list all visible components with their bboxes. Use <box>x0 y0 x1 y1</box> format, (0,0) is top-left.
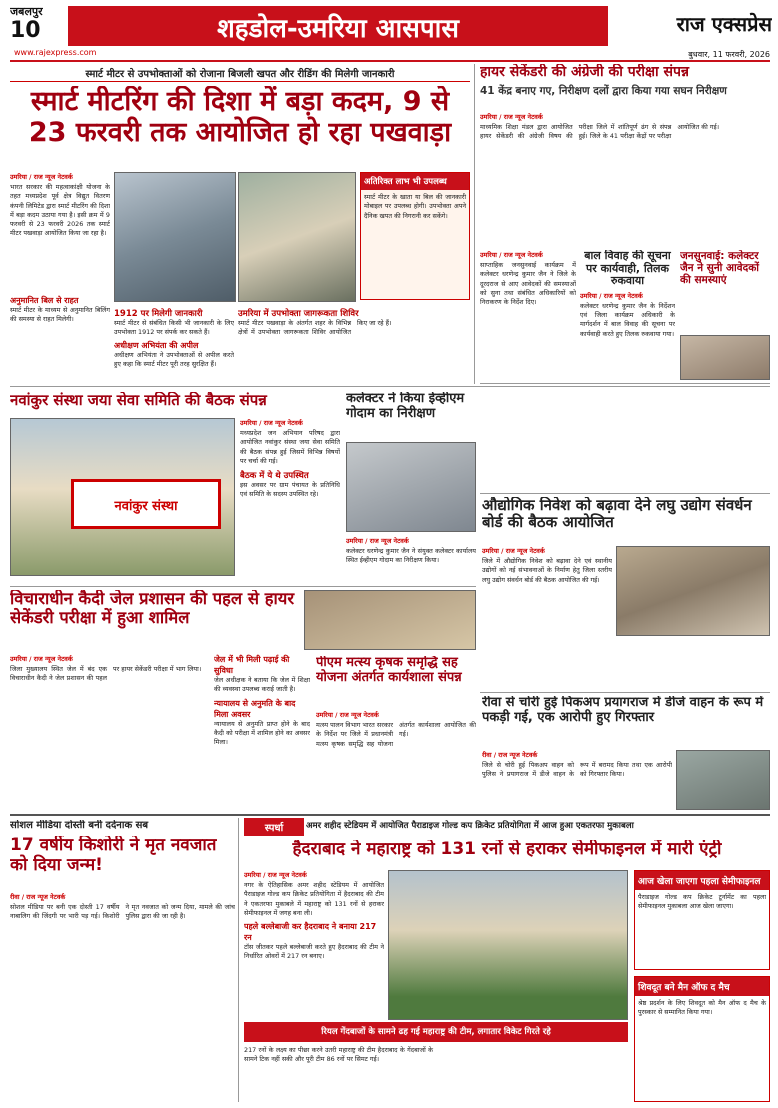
sports-box2-title: शिवदूत बने मैन ऑफ द मैच <box>635 977 769 996</box>
sports-sub-title: पहले बल्लेबाजी कर हैदराबाद ने बनाया 217 रन <box>244 922 377 943</box>
page-number: 10 <box>10 18 41 43</box>
sports-kicker: अमर शहीद स्टेडियम में आयोजित पैराडाइज गोल्ड कप क्रिकेट प्रतियोगिता में आज हुआ एकतरफा मुकाबला <box>306 821 634 831</box>
sports-photo-caption-bar <box>244 1022 628 1042</box>
prisoner-sub <box>214 654 310 804</box>
prisoner-sub1-title: जेल में भी मिली पढ़ाई की सुविधा <box>214 655 290 675</box>
jansunwai-body: साप्ताहिक जनसुनवाई कार्यक्रम में कलेक्टर धरणेन्द्र कुमार जैन ने जिले के दूरदराज से आए आवेदकों की समस्याओं को सुना तथा संबंधित अधिकारियों को निराकरण के निर्देश दिए। <box>480 261 576 307</box>
issue-date: बुधवार, 11 फरवरी, 2026 <box>688 50 770 59</box>
lead-sub3 <box>10 295 110 380</box>
sports-sub-text: टॉस जीतकर पहले बल्लेबाजी करते हुए हैदराबाद की टीम ने निर्धारित ओवरों में 217 रन बनाए। <box>244 943 384 961</box>
marriage-byline: उमरिया / राज न्यूज नेटवर्क <box>580 291 643 300</box>
exam-subhead: 41 केंद्र बनाए गए, निरीक्षण दलों द्वारा किया गया सघन निरीक्षण <box>480 85 727 97</box>
marriage-headline: बाल विवाह की सूचना पर कार्यवाही, तिलक रुकवाया <box>584 250 671 288</box>
sports-box2 <box>634 976 770 1102</box>
marriage-story <box>580 250 675 380</box>
rule-mid1 <box>10 386 770 387</box>
lead-kicker <box>10 64 470 82</box>
lead-box <box>360 172 470 300</box>
industry-byline: उमरिया / राज न्यूज नेटवर्क <box>482 547 545 555</box>
sports-story <box>244 870 384 1020</box>
social-kicker: सोशल मीडिया दोस्ती बनी दर्दनाक सब <box>10 820 149 831</box>
pickup-photo <box>676 750 770 810</box>
prisoner-byline: उमरिया / राज न्यूज नेटवर्क <box>10 655 73 663</box>
pickup-story <box>482 750 672 810</box>
section-title-bar <box>68 6 608 46</box>
sports-box1-text: पैराडाइज गोल्ड कप क्रिकेट टूर्नामेंट का पहला सेमीफाइनल मुकाबला आज खेला जाएगा। <box>638 893 766 911</box>
jansunwai-photo <box>680 335 770 380</box>
lead-box-title: अतिरिक्त लाभ भी उपलब्ध <box>361 173 469 190</box>
prisoner-body: जिला मुख्यालय स्थित जेल में बंद एक विचाराधीन कैदी ने जेल प्रशासन की पहल पर हायर सेकेंडरी परीक्षा में भाग लिया। <box>10 665 202 683</box>
sports-tag <box>244 818 304 836</box>
brand-name: राज एक्सप्रेस <box>676 12 772 36</box>
col-divider-bottom <box>238 818 239 1102</box>
lead-sub3-text: स्मार्ट मीटर के माध्यम से अनुमानित बिलिंग की समस्या से राहत मिलेगी। <box>10 306 110 324</box>
social-byline: रीवा / राज न्यूज नेटवर्क <box>10 893 66 901</box>
lead-box-text: स्मार्ट मीटर के खाता या बिल की जानकारी मोबाइल पर उपलब्ध होगी। उपभोक्ता अपने दैनिक खपत की निगरानी कर सकेंगे। <box>364 193 466 220</box>
lead-sub4 <box>238 308 470 380</box>
lead-photo-1 <box>114 172 236 302</box>
city-label: जबलपुर <box>10 5 43 18</box>
navankur-body: मध्यप्रदेश जन अभियान परिषद द्वारा आयोजित नवांकुर संस्था जया सेवा समिति की बैठक संपन्न हुई जिसमें विभिन्न विषयों पर चर्चा की गई। <box>240 429 340 465</box>
social-headline: 17 वर्षीय किशोरी ने मृत नवजात को दिया जन्म! <box>10 836 217 875</box>
evm-photo <box>346 442 476 532</box>
exam-body: माध्यमिक शिक्षा मंडल द्वारा आयोजित हायर सेकेंडरी की अंग्रेजी विषय की परीक्षा जिले में शांतिपूर्ण ढंग से संपन्न हुई। जिले के 41 परीक्षा केंद्रों पर परीक्षा आयोजित की गई। <box>480 123 720 141</box>
lead-kicker-text: स्मार्ट मीटर से उपभोक्ताओं को रोजाना बिजली खपत और रीडिंग की मिलेगी जानकारी <box>85 69 395 80</box>
lead-text-col <box>10 172 110 292</box>
navankur-headline: नवांकुर संस्था जया सेवा समिति की बैठक संपन्न <box>10 392 267 409</box>
matsya-headline: पीएम मत्स्य कृषक समृद्धि सह योजना अंतर्गत कार्यशाला संपन्न <box>316 656 462 685</box>
sports-photo-text-wrap <box>244 1046 628 1102</box>
lead-sub1-title: 1912 पर मिलेगी जानकारी <box>114 309 203 319</box>
prisoner-headline: विचाराधीन कैदी जेल प्रशासन की पहल से हायर सेकेंडरी परीक्षा में हुआ शामिल <box>10 590 295 627</box>
lead-sub1-text: स्मार्ट मीटर से संबंधित किसी भी जानकारी के लिए उपभोक्ता 1912 पर संपर्क कर सकते हैं। <box>114 319 234 337</box>
section-title: शहडोल-उमरिया आसपास <box>217 14 459 44</box>
sports-box1 <box>634 870 770 970</box>
marriage-body: कलेक्टर धरणेन्द्र कुमार जैन के निर्देशन एवं जिला कार्यक्रम अधिकारी के मार्गदर्शन में बाल विवाह की सूचना पर कार्यवाही करते हुए तिलक रुकवाया गया। <box>580 301 675 338</box>
prisoner-photo <box>304 590 476 650</box>
evm-story <box>346 536 476 581</box>
navankur-sub-title: बैठक में ये थे उपस्थित <box>240 471 309 482</box>
lead-sub2-text: अधीक्षण अभियंता ने उपभोक्ताओं से अपील करते हुए कहा कि स्मार्ट मीटर पूरी तरह सुरक्षित हैं। <box>114 350 234 368</box>
rule-jansunwai <box>480 383 770 384</box>
pickup-headline: रीवा से चोरी हुई पिकअप प्रयागराज में डीजे वाहन के रूप में पकड़ी गई, एक आरोपी हुए गिरफ्तार <box>482 696 764 725</box>
navankur-photo <box>10 418 235 576</box>
evm-headline: कलेक्टर ने किया ईव्हीएम गोदाम का निरीक्षण <box>346 392 465 421</box>
exam-byline: उमरिया / राज न्यूज नेटवर्क <box>480 113 543 121</box>
navankur-banner-text: नवांकुर संस्था <box>114 499 178 514</box>
sports-box2-text: श्रेष्ठ प्रदर्शन के लिए शिवदूत को मैन ऑफ द मैच के पुरस्कार से सम्मानित किया गया। <box>638 999 766 1017</box>
matsya-byline: उमरिया / राज न्यूज नेटवर्क <box>316 711 379 719</box>
lead-sub4-text: स्मार्ट मीटर पखवाड़ा के अंतर्गत शहर के विभिन्न क्षेत्रों में उपभोक्ता जागरूकता शिविर आयोजित किए जा रहे हैं। <box>238 319 392 337</box>
masthead <box>0 0 778 60</box>
exam-kicker: हायर सेकेंडरी की अंग्रेजी की परीक्षा संपन्न <box>480 64 689 80</box>
sports-photo <box>388 870 628 1020</box>
industry-headline: औद्योगिक निवेश को बढ़ावा देने लघु उद्योग संवर्धन बोर्ड की बैठक आयोजित <box>482 497 752 532</box>
pickup-body: जिले से चोरी हुई पिकअप वाहन को पुलिस ने प्रयागराज में डीजे वाहन के रूप में बरामद किया तथा एक आरोपी को गिरफ्तार किया। <box>482 761 672 779</box>
lead-sub1 <box>114 308 234 378</box>
lead-sub2-title: अधीक्षण अभियंता की अपील <box>114 340 199 350</box>
rule-pickup <box>480 692 770 693</box>
sports-photo-text: 217 रनों के लक्ष्य का पीछा करने उतरी महाराष्ट्र की टीम हैदराबाद के गेंदबाजों के सामने टिक नहीं सकी और पूरी टीम 86 रनों पर सिमट गई। <box>244 1046 433 1064</box>
col-divider <box>474 64 475 384</box>
rule-bottom <box>10 814 770 816</box>
social-body: सोशल मीडिया पर बनी एक दोस्ती 17 वर्षीय नाबालिग की जिंदगी पर भारी पड़ गई। किशोरी ने मृत नवजात को जन्म दिया, मामले की जांच पुलिस द्वारा की जा रही है। <box>10 903 235 921</box>
lead-sub3-title: अनुमानित बिल से राहत <box>10 296 79 305</box>
navankur-story <box>240 418 340 578</box>
sports-box1-title: आज खेला जाएगा पहला सेमीफाइनल <box>635 871 769 890</box>
jansunwai-byline: उमरिया / राज न्यूज नेटवर्क <box>480 251 543 259</box>
navankur-byline: उमरिया / राज न्यूज नेटवर्क <box>240 419 303 427</box>
sports-body: नगर के ऐतिहासिक अमर शहीद स्टेडियम में आयोजित पैराडाइज गोल्ड कप क्रिकेट प्रतियोगिता में हैदराबाद की टीम ने एकतरफा मुकाबले में महाराष्ट्र को 131 रनों से हराकर सेमीफाइनल में जगह बना ली। <box>244 881 384 917</box>
rule-mid2 <box>10 586 476 587</box>
evm-byline: उमरिया / राज न्यूज नेटवर्क <box>346 537 409 545</box>
jansunwai-story <box>480 250 576 380</box>
lead-sub4-title: उमरिया में उपभोक्ता जागरूकता शिविर <box>238 309 359 319</box>
exam-story <box>480 112 770 242</box>
prisoner-sub2-title: न्यायालय से अनुमति के बाद मिला अवसर <box>214 698 296 719</box>
lead-byline: उमरिया / राज न्यूज नेटवर्क <box>10 173 73 181</box>
industry-photo <box>616 546 770 636</box>
evm-body: कलेक्टर धरणेन्द्र कुमार जैन ने संयुक्त कलेक्टर कार्यालय स्थित ईव्हीएम गोदाम का निरीक्षण किया। <box>346 547 476 565</box>
navankur-sub-text: इस अवसर पर ग्राम पंचायत के प्रतिनिधि एवं समिति के सदस्य उपस्थित रहे। <box>240 481 340 499</box>
masthead-rule <box>10 60 770 62</box>
jansunwai-headline-main: जनसुनवाई: कलेक्टर जैन ने सुनी आवेदकों की समस्याएं <box>680 250 759 287</box>
lead-headline: स्मार्ट मीटरिंग की दिशा में बड़ा कदम, 9 से 23 फरवरी तक आयोजित हो रहा पखवाड़ा <box>28 86 452 149</box>
pickup-byline: रीवा / राज न्यूज नेटवर्क <box>482 751 538 759</box>
rule-industry <box>480 493 770 494</box>
matsya-body: मत्स्य पालन विभाग भारत सरकार के निर्देश पर जिले में प्रधानमंत्री मत्स्य कृषक समृद्धि सह योजना अंतर्गत कार्यशाला आयोजित की गई। <box>316 721 476 748</box>
social-story <box>10 892 235 1102</box>
industry-body: जिले में औद्योगिक निवेश को बढ़ावा देने एवं स्थानीय उद्योगों को नई संभावनाओं के निर्माण हेतु जिला स्तरीय लघु उद्योग संवर्धन बोर्ड की बैठक आयोजित की गई। <box>482 557 612 584</box>
prisoner-sub2-text: न्यायालय से अनुमति प्राप्त होने के बाद कैदी को परीक्षा में शामिल होने का अवसर मिला। <box>214 719 310 747</box>
sports-headline: हैदराबाद ने महाराष्ट्र को 131 रनों से हराकर सेमीफाइनल में मारी एंट्री <box>292 840 722 859</box>
prisoner-sub1-text: जेल अधीक्षक ने बताया कि जेल में शिक्षा की व्यवस्था उपलब्ध कराई जाती है। <box>214 676 310 694</box>
lead-photo-2 <box>238 172 356 302</box>
sports-tag-text: स्पर्धा <box>264 823 284 834</box>
navankur-banner <box>71 479 221 529</box>
lead-body: भारत सरकार की महत्वाकांक्षी योजना के तहत मध्यप्रदेश पूर्व क्षेत्र विद्युत वितरण कंपनी लिमिटेड द्वारा स्मार्ट मीटरिंग की दिशा में बड़ा कदम उठाया गया है। इसी क्रम में 9 फरवरी से 23 फरवरी 2026 तक स्मार्ट मीटर पखवाड़ा आयोजित किया जा रहा है। <box>10 183 110 238</box>
sports-photo-caption: रियल गेंदबाजों के सामने ढह गई महाराष्ट्र की टीम, लगातार विकेट गिरते रहे <box>321 1027 551 1037</box>
prisoner-story <box>10 654 210 804</box>
matsya-story <box>316 710 476 810</box>
sports-byline: उमरिया / राज न्यूज नेटवर्क <box>244 871 307 879</box>
website-link[interactable]: www.rajexpress.com <box>14 48 97 57</box>
industry-story <box>482 546 612 696</box>
